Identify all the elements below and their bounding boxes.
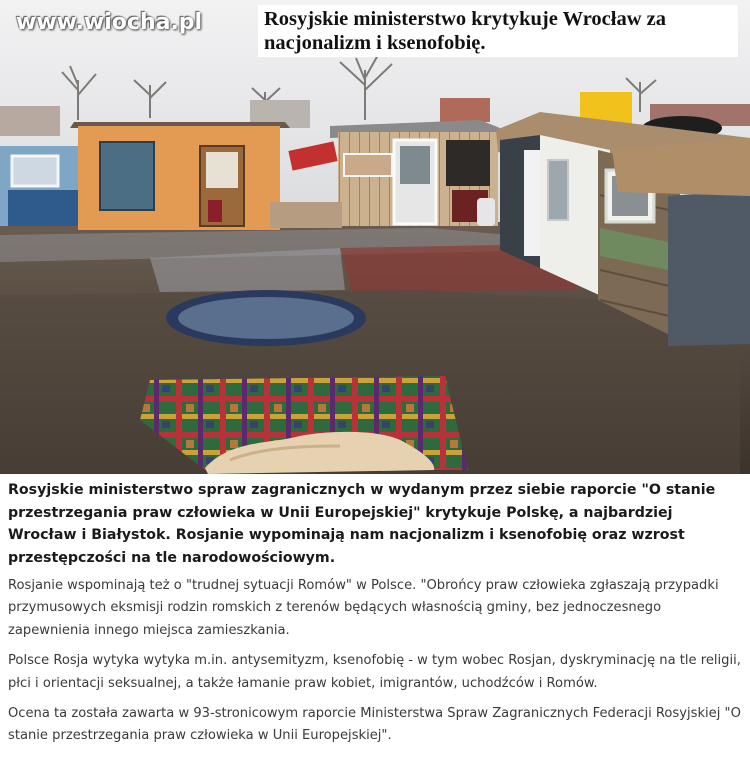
article-paragraph: Rosjanie wspominają też o "trudnej sytuacji Romów" w Polsce. "Obrońcy praw człowieka zgłaszają przypadki przymusowych eksmisji rodzin romskich z terenów będących własnością gminy, bez jednoczesnego zapewnienia innego miejsca zamieszkania. [8,578,719,638]
article-lead: Rosyjskie ministerstwo spraw zagranicznych w wydanym przez siebie raporcie "O stanie przestrzegania praw człowieka w Unii Europejskiej" krytykuje Polskę, a najbardziej Wrocław i Białystok. Rosjanie wypominają nam nacjonalizm i ksenofobię oraz wzrost przestępczości na tle narodowościowym. [8,482,716,566]
article-paragraph: Ocena ta została zawarta w 93-stronicowym raporcie Ministerstwa Spraw Zagranicznych Federacji Rosyjskiej "O stanie przestrzegania praw człowieka w Unii Europejskiej". [8,706,741,744]
site-watermark: www.wiocha.pl [16,10,203,35]
article-paragraph: Polsce Rosja wytyka wytyka m.in. antysemityzm, ksenofobię - w tym wobec Rosjan, dyskryminację na tle religii, płci i orientacji seksualnej, a także łamanie praw kobiet, imigrantów, uchodźców i Romów. [8,653,741,691]
headline-caption: Rosyjskie ministerstwo krytykuje Wrocław za nacjonalizm i ksenofobię. [258,5,738,57]
article-body [8,479,742,756]
